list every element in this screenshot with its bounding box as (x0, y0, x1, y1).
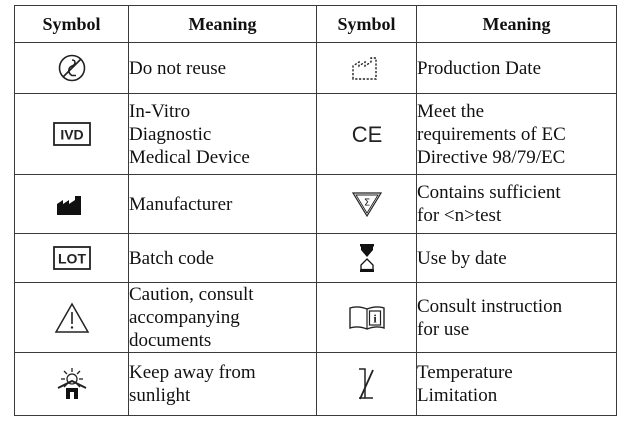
meaning-text: Consult instruction for use (417, 295, 563, 340)
svg-text:CE: CE (351, 122, 382, 146)
symbol-cell (15, 43, 129, 94)
manufacturer-icon (55, 192, 89, 216)
ivd-icon (53, 122, 91, 146)
meaning-header: Meaning (417, 6, 617, 43)
header-row (15, 6, 617, 43)
do-not-reuse-icon (57, 53, 87, 83)
symbol-cell (317, 94, 417, 175)
meaning-cell: Production Date (417, 43, 617, 94)
symbols-table (14, 5, 617, 416)
svg-text:i: i (372, 311, 377, 325)
table-row (15, 175, 617, 234)
svg-text:IVD: IVD (59, 126, 84, 143)
symbol-cell (317, 43, 417, 94)
symbol-cell (317, 353, 417, 416)
meaning-cell (417, 94, 617, 175)
lot-icon (53, 246, 91, 270)
meaning-text: Contains sufficient for <n>test (417, 182, 561, 226)
meaning-header: Meaning (129, 6, 317, 43)
table-row (15, 353, 617, 416)
symbol-cell (317, 175, 417, 234)
symbol-header: Symbol (15, 6, 129, 43)
caution-icon (54, 302, 90, 334)
svg-text:Σ: Σ (363, 197, 370, 209)
meaning-text: In-Vitro Diagnostic Medical Device (129, 100, 250, 168)
symbol-cell (15, 94, 129, 175)
hourglass-icon (357, 243, 377, 273)
meaning-cell: Manufacturer (129, 175, 317, 234)
meaning-text: Caution, consult accompanying documents (129, 284, 254, 351)
meaning-cell (129, 94, 317, 175)
meaning-cell: Use by date (417, 234, 617, 283)
table-row (15, 43, 617, 94)
temperature-limit-icon (354, 366, 380, 402)
symbol-cell (15, 175, 129, 234)
symbol-header: Symbol (317, 6, 417, 43)
svg-text:LOT: LOT (57, 250, 86, 267)
meaning-text: Keep away from sunlight (129, 362, 256, 406)
meaning-cell (129, 353, 317, 416)
meaning-cell (417, 283, 617, 353)
keep-away-sunlight-icon (52, 366, 92, 402)
ce-mark-icon (350, 122, 384, 146)
consult-instructions-icon (348, 305, 386, 331)
meaning-cell: Batch code (129, 234, 317, 283)
production-date-icon (350, 55, 384, 81)
symbol-cell (15, 283, 129, 353)
symbol-cell (317, 283, 417, 353)
table-row (15, 283, 617, 353)
symbol-cell (317, 234, 417, 283)
meaning-cell: Do not reuse (129, 43, 317, 94)
sufficient-tests-icon (350, 190, 384, 218)
meaning-text: Temperature Limitation (417, 362, 513, 406)
meaning-cell (417, 175, 617, 234)
table-row (15, 234, 617, 283)
meaning-cell (129, 283, 317, 353)
meaning-cell (417, 353, 617, 416)
table-row (15, 94, 617, 175)
meaning-text: Meet the requirements of EC Directive 98/79/EC (417, 100, 566, 168)
symbol-cell (15, 353, 129, 416)
symbol-cell (15, 234, 129, 283)
